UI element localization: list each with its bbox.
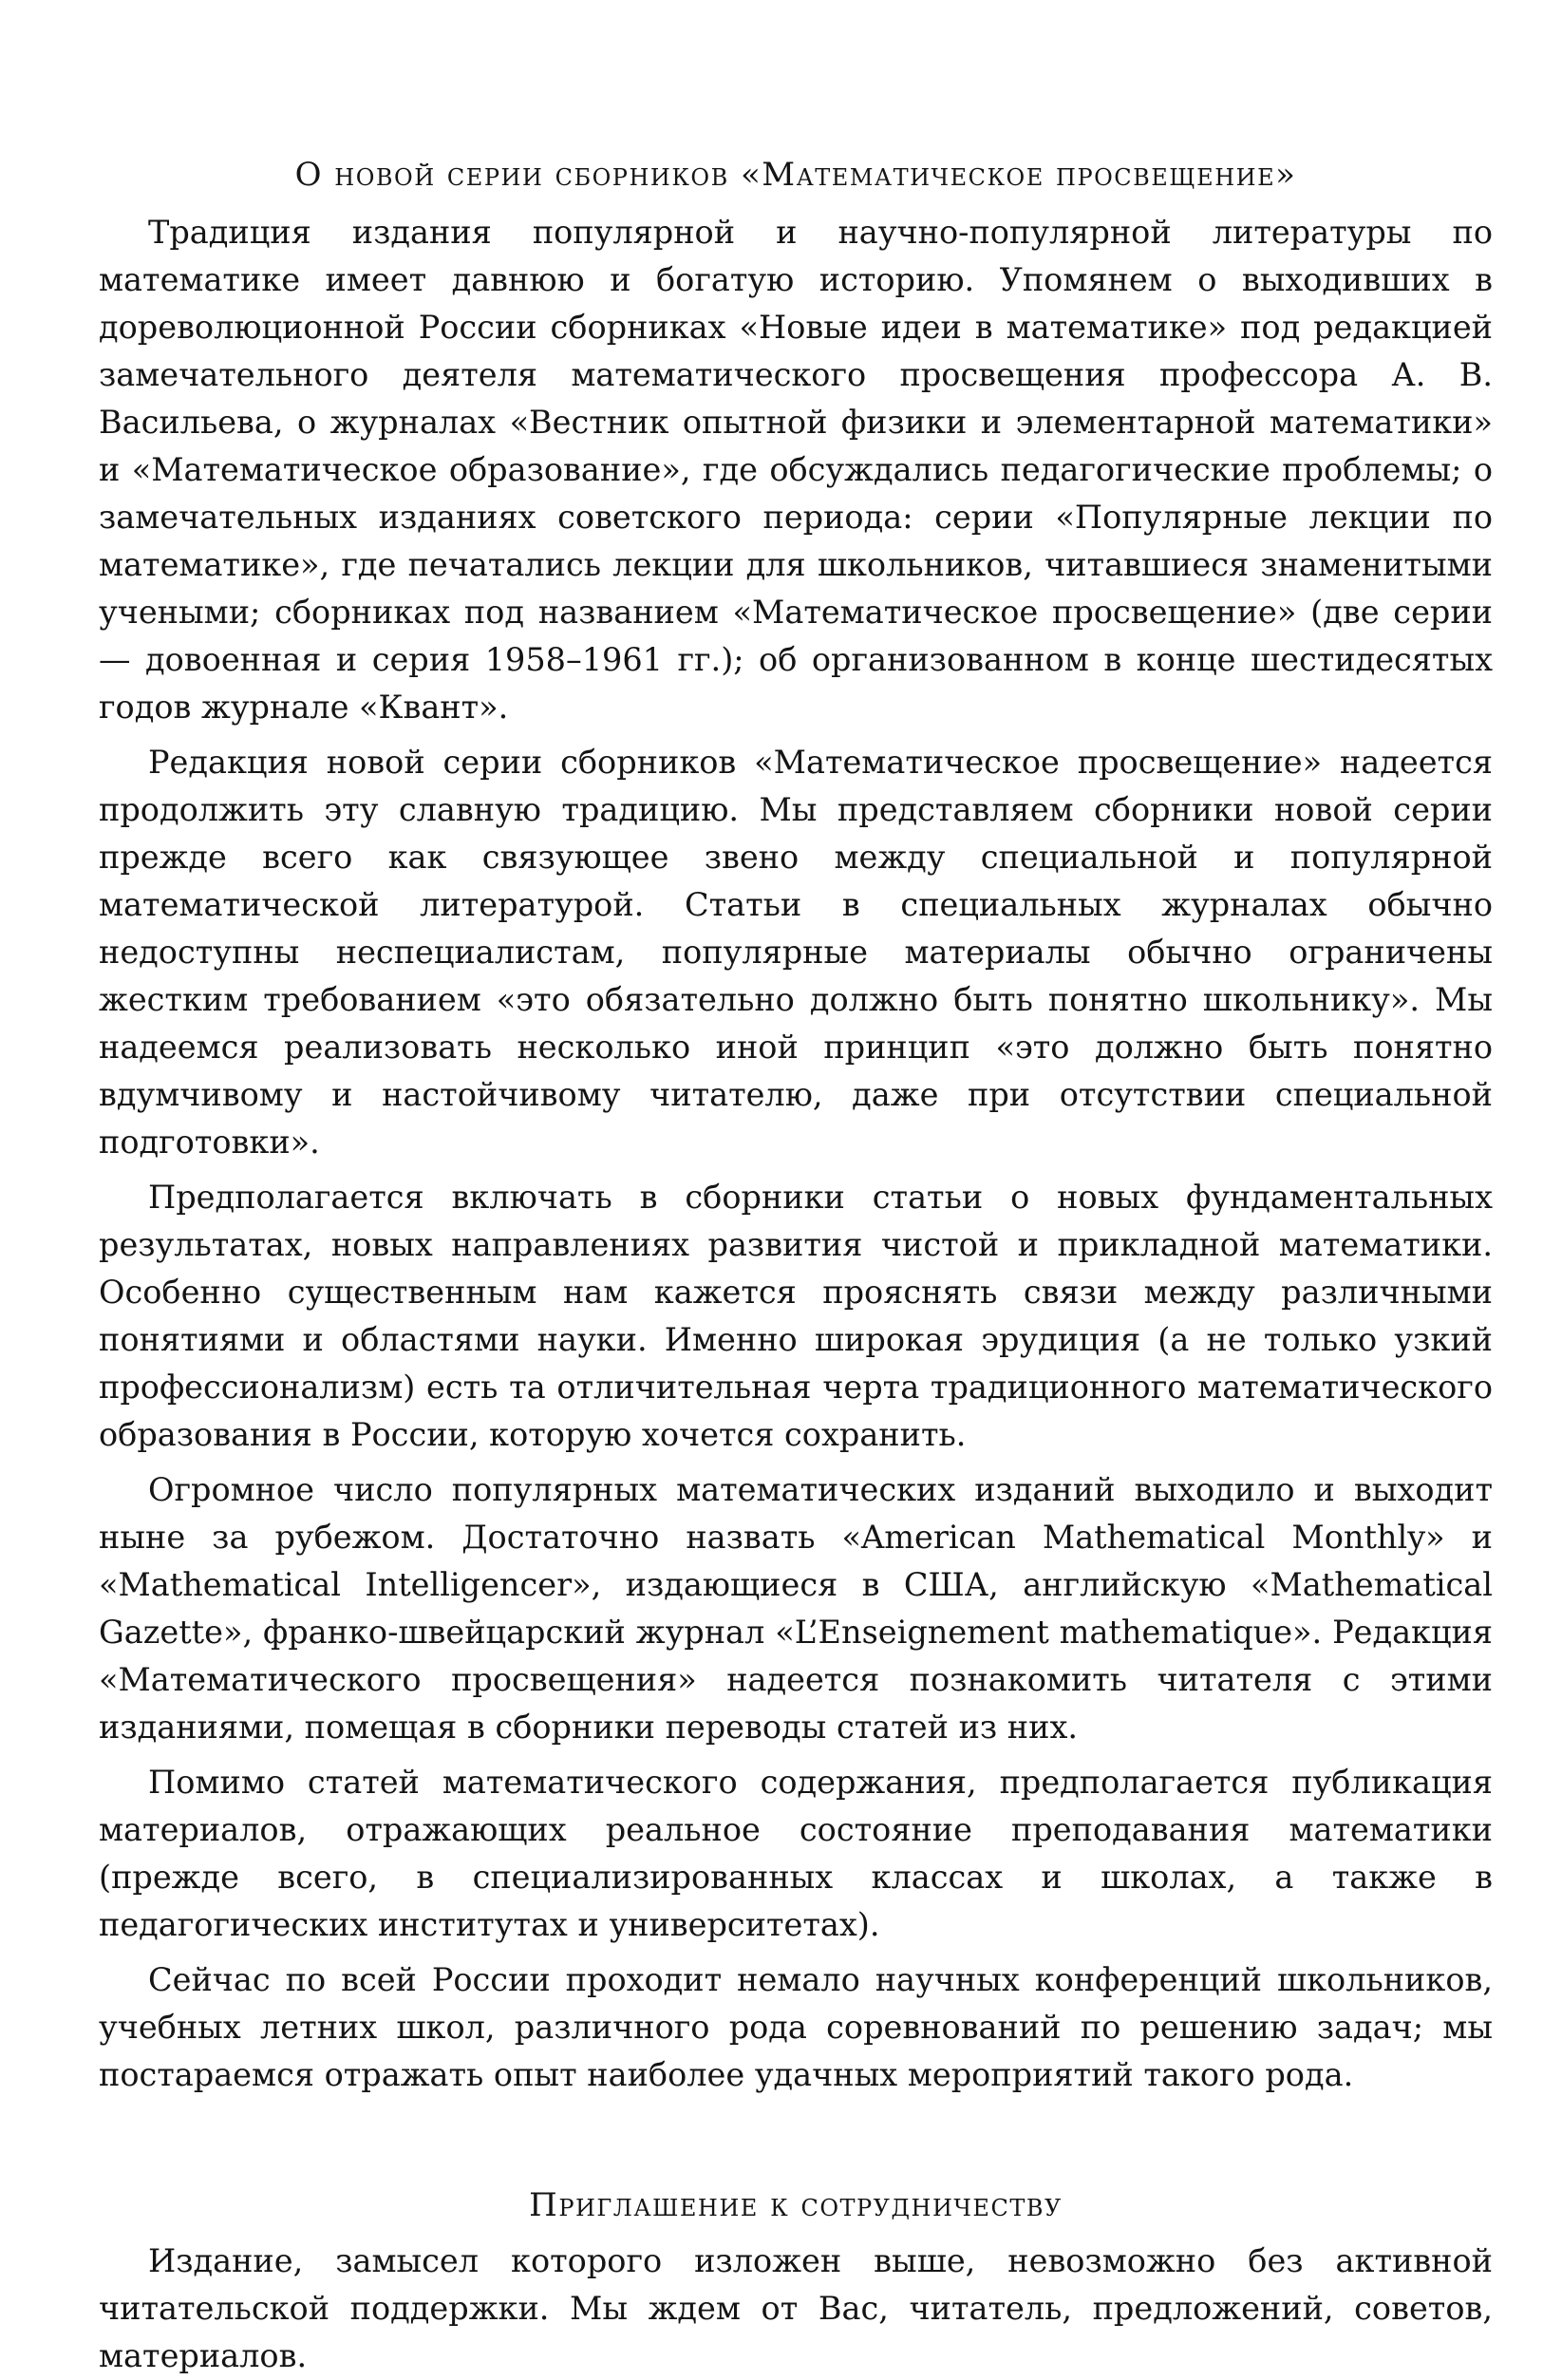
- section-title-invitation: Приглашение к сотрудничеству: [529, 2186, 1063, 2224]
- paragraph-foreign-editions: Огромное число популярных математических изданий выходило и выходит ныне за рубежом. Достаточно назвать «American Mathematical Monthly» и «Mathematical Intelligencer», издающиеся в США, английскую «Mathematical Gazette», франко-швейцарский журнал «L’Enseignement mathematique». Редакция «Математического просвещения» надеется познакомить читателя с этими изданиями, помещая в сборники переводы статей из них.: [99, 1471, 1493, 1746]
- paragraph-conferences: Сейчас по всей России проходит немало научных конференций школьников, учебных летних школ, различного рода соревнований по решению задач; мы постараемся отражать опыт наиболее удачных мероприятий такого рода.: [99, 1961, 1493, 2093]
- paragraph-teaching: Помимо статей математического содержания, предполагается публикация материалов, отражающих реальное состояние преподавания математики (прежде всего, в специализированных классах и школах, а также в педагогических институтах и университетах).: [99, 1764, 1493, 1943]
- document-page: [99, 152, 1493, 2380]
- paragraph-tradition: Традиция издания популярной и научно-популярной литературы по математике имеет давнюю и богатую историю. Упомянем о выходивших в дореволюционной России сборниках «Новые идеи в математике» под редакцией замечательного деятеля математического просвещения профессора А. В. Васильева, о журналах «Вестник опытной физики и элементарной математики» и «Математическое образование», где обсуждались педагогические проблемы; о замечательных изданиях советского периода: серии «Популярные лекции по математике», где печатались лекции для школьников, читавшиеся знаменитыми учеными; сборниках под названием «Математическое просвещение» (две серии — довоенная и серия 1958–1961 гг.); об организованном в конце шестидесятых годов журнале «Квант».: [99, 214, 1493, 726]
- paragraph-topics: Предполагается включать в сборники статьи о новых фундаментальных результатах, новых направлениях развития чистой и прикладной математики. Особенно существенным нам кажется прояснять связи между различными понятиями и областями науки. Именно широкая эрудиция (а не только узкий профессионализм) есть та отличительная черта традиционного математического образования в России, которую хочется сохранить.: [99, 1179, 1493, 1453]
- paragraph-editorial: Редакция новой серии сборников «Математическое просвещение» надеется продолжить эту славную традицию. Мы представляем сборники новой серии прежде всего как связующее звено между специальной и популярной математической литературой. Статьи в специальных журналах обычно недоступны неспециалистам, популярные материалы обычно ограничены жестким требованием «это обязательно должно быть понятно школьнику». Мы надеемся реализовать несколько иной принцип «это должно быть понятно вдумчивому и настойчивому читателю, даже при отсутствии специальной подготовки».: [99, 744, 1493, 1161]
- paragraph-invitation: Издание, замысел которого изложен выше, невозможно без активной читательской поддержки. Мы ждем от Вас, читатель, предложений, советов, материалов.: [99, 2242, 1493, 2374]
- section-title-new-series: О новой серии сборников «Математическое просвещение»: [294, 156, 1297, 194]
